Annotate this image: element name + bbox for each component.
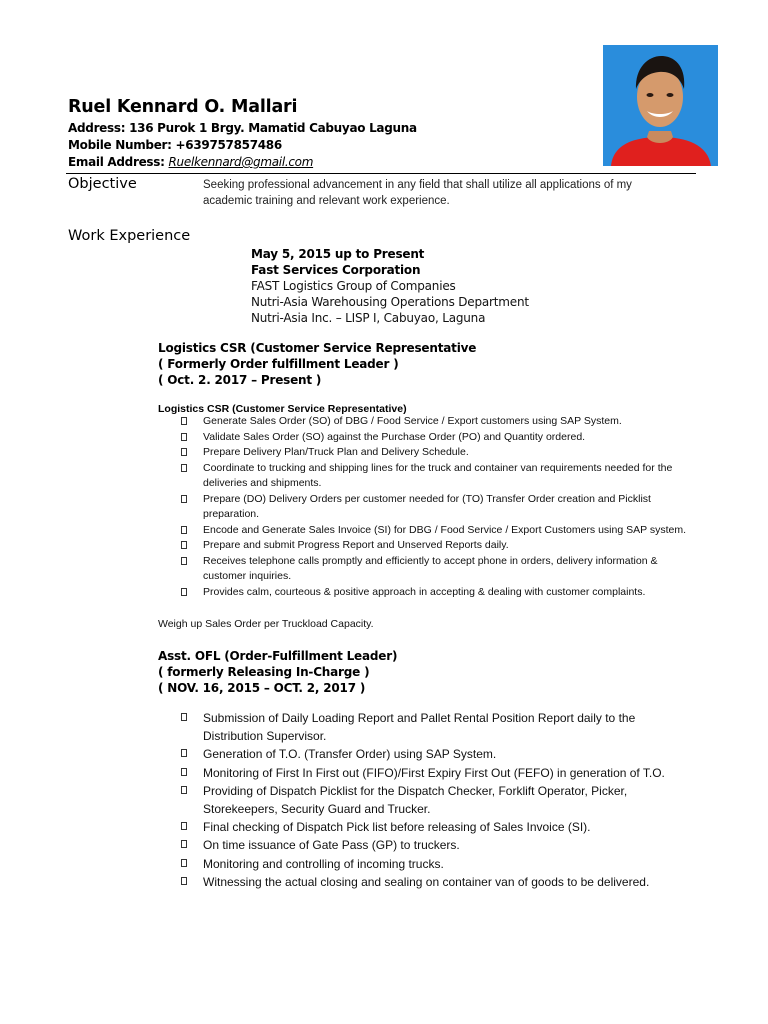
bullet-icon	[181, 768, 187, 776]
profile-photo-image	[603, 45, 718, 166]
bullet-icon	[181, 433, 187, 441]
job-line: Nutri-Asia Warehousing Operations Department	[251, 295, 529, 309]
list-item	[158, 745, 693, 763]
job-company: Fast Services Corporation	[251, 263, 421, 277]
role1-dates: ( Oct. 2. 2017 – Present )	[158, 373, 322, 387]
duty-text: Monitoring and controlling of incoming trucks.	[203, 856, 444, 871]
duty-text: Generation of T.O. (Transfer Order) using SAP System.	[203, 747, 497, 762]
bullet-icon	[181, 877, 187, 885]
list-item	[158, 855, 693, 873]
role1-formerly: ( Formerly Order fulfillment Leader )	[158, 357, 399, 371]
bullet-icon	[181, 749, 187, 757]
duty-text: Witnessing the actual closing and sealing on container van of goods to be delivered.	[203, 874, 650, 889]
header-divider	[66, 173, 696, 174]
bullet-icon	[181, 526, 187, 534]
duty-text: Provides calm, courteous & positive approach in accepting & dealing with customer complaints.	[203, 585, 646, 598]
bullet-icon	[181, 557, 187, 565]
role2-duties-list	[158, 709, 693, 891]
objective-text: Seeking professional advancement in any field that shall utilize all applications of my academic training and relevant work experience.	[203, 179, 632, 207]
list-item	[158, 414, 698, 430]
email-line	[68, 155, 313, 169]
bullet-icon	[181, 840, 187, 848]
list-item	[158, 538, 698, 554]
bullet-icon	[181, 588, 187, 596]
mobile-line	[68, 138, 282, 152]
role1-subheading: Logistics CSR (Customer Service Representative)	[158, 403, 407, 415]
duty-text: Validate Sales Order (SO) against the Purchase Order (PO) and Quantity ordered.	[203, 430, 586, 443]
mobile-label: Mobile Number:	[68, 138, 172, 152]
job-employer-block	[251, 246, 529, 326]
job-period: May 5, 2015 up to Present	[251, 247, 425, 261]
bullet-icon	[181, 822, 187, 830]
role2-formerly: ( formerly Releasing In-Charge )	[158, 665, 370, 679]
list-item	[158, 782, 693, 818]
list-item	[158, 764, 693, 782]
role1-duties-list	[158, 414, 698, 600]
list-item	[158, 430, 698, 446]
email-link[interactable]: Ruelkennard@gmail.com	[168, 155, 314, 169]
list-item	[158, 873, 693, 891]
list-item	[158, 523, 698, 539]
email-label: Email Address:	[68, 155, 165, 169]
bullet-icon	[181, 464, 187, 472]
bullet-icon	[181, 541, 187, 549]
list-item	[158, 554, 698, 585]
list-item	[158, 709, 693, 745]
candidate-name: Ruel Kennard O. Mallari	[68, 97, 298, 117]
mobile-value: +639757857486	[175, 138, 282, 152]
duty-text: Coordinate to trucking and shipping lines for the truck and container van requirements needed for the deliveries and shipments.	[203, 461, 673, 489]
address-label: Address:	[68, 121, 126, 135]
list-item	[158, 836, 693, 854]
duty-text: Prepare and submit Progress Report and Unserved Reports daily.	[203, 539, 509, 551]
duty-text: Receives telephone calls promptly and efficiently to accept phone in orders, delivery information & customer inquiries.	[203, 554, 658, 582]
profile-photo	[603, 45, 718, 166]
work-experience-heading: Work Experience	[68, 228, 191, 244]
bullet-icon	[181, 448, 187, 456]
duty-text: Generate Sales Order (SO) of DBG / Food Service / Export customers using SAP System.	[203, 415, 622, 427]
bullet-icon	[181, 786, 187, 794]
job-line: FAST Logistics Group of Companies	[251, 279, 456, 293]
bullet-icon	[181, 417, 187, 425]
list-item	[158, 461, 698, 492]
bullet-icon	[181, 713, 187, 721]
address-value: 136 Purok 1 Brgy. Mamatid Cabuyao Laguna	[129, 121, 417, 135]
list-item	[158, 445, 698, 461]
duty-text: Encode and Generate Sales Invoice (SI) for DBG / Food Service / Export Customers using SAP system.	[203, 523, 687, 536]
role1-title: Logistics CSR (Customer Service Representative	[158, 341, 477, 355]
bullet-icon	[181, 859, 187, 867]
duty-text: Final checking of Dispatch Pick list before releasing of Sales Invoice (SI).	[203, 820, 591, 835]
list-item	[158, 585, 698, 601]
duty-text: On time issuance of Gate Pass (GP) to truckers.	[203, 838, 460, 853]
duty-text: Monitoring of First In First out (FIFO)/First Expiry First Out (FEFO) in generation of T.O.	[203, 765, 665, 780]
duty-text: Providing of Dispatch Picklist for the Dispatch Checker, Forklift Operator, Picker, Storekeepers, Security Guard and Trucker.	[203, 783, 628, 817]
role1-trailing-line: Weigh up Sales Order per Truckload Capacity.	[158, 618, 374, 630]
bullet-icon	[181, 495, 187, 503]
duty-text: Submission of Daily Loading Report and Pallet Rental Position Report daily to the Distribution Supervisor.	[203, 711, 636, 744]
address-line	[68, 121, 417, 135]
duty-text: Prepare Delivery Plan/Truck Plan and Delivery Schedule.	[203, 446, 469, 458]
objective-heading: Objective	[68, 176, 137, 192]
job-line: Nutri-Asia Inc. – LISP I, Cabuyao, Laguna	[251, 311, 486, 325]
list-item	[158, 492, 698, 523]
role2-title: Asst. OFL (Order-Fulfillment Leader)	[158, 649, 398, 663]
list-item	[158, 818, 693, 836]
role2-dates: ( NOV. 16, 2015 – OCT. 2, 2017 )	[158, 681, 366, 695]
duty-text: Prepare (DO) Delivery Orders per customer needed for (TO) Transfer Order creation and Picklist preparation.	[203, 492, 651, 520]
